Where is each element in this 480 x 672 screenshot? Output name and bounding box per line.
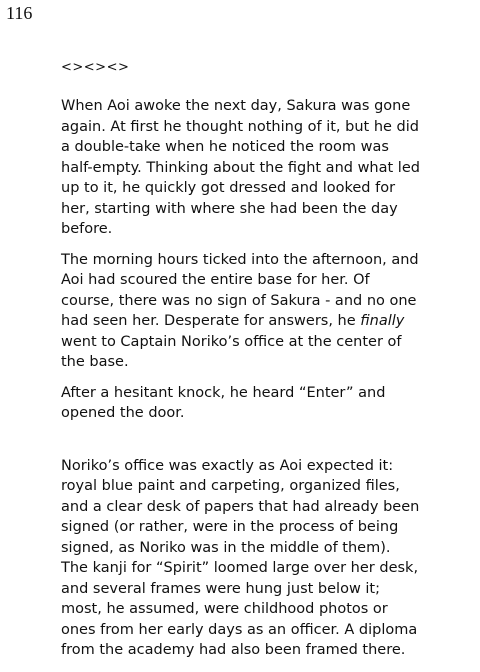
paragraph-4: Noriko’s office was exactly as Aoi expected it: royal blue paint and carpeting, organized files, and a clear desk of papers that had already been signed (or rather, were in the process of being signed, as Noriko was in the middle of them). The kanji for “Spirit” loomed large over her desk, and several frames were hung just below it; most, he assumed, were childhood photos or ones from her early days as an officer. A diploma from the academy had also been framed there. (61, 457, 420, 658)
page-body (61, 58, 421, 661)
paragraph-2-text-start: The morning hours ticked into the afternoon, and Aoi had scoured the entire base for her. Of course, there was no sign of Sakura - and no one had seen her. Desperate for answers, he (61, 251, 419, 329)
paragraph-2-emphasis: finally (360, 313, 405, 329)
page-number: 116 (6, 3, 33, 23)
paragraph-3: After a hesitant knock, he heard “Enter” and opened the door. (61, 384, 386, 421)
paragraph-2-text-end: went to Captain Noriko’s office at the center of the base. (61, 333, 402, 370)
scene-break: <><><> (61, 60, 130, 75)
paragraph-1: When Aoi awoke the next day, Sakura was gone again. At first he thought nothing of it, but he did a double-take when he noticed the room was half-empty. Thinking about the fight and what led up to it, he quickly got dressed and looked for her, starting with where she had been the day before. (61, 98, 420, 237)
paragraph-2 (61, 250, 421, 373)
